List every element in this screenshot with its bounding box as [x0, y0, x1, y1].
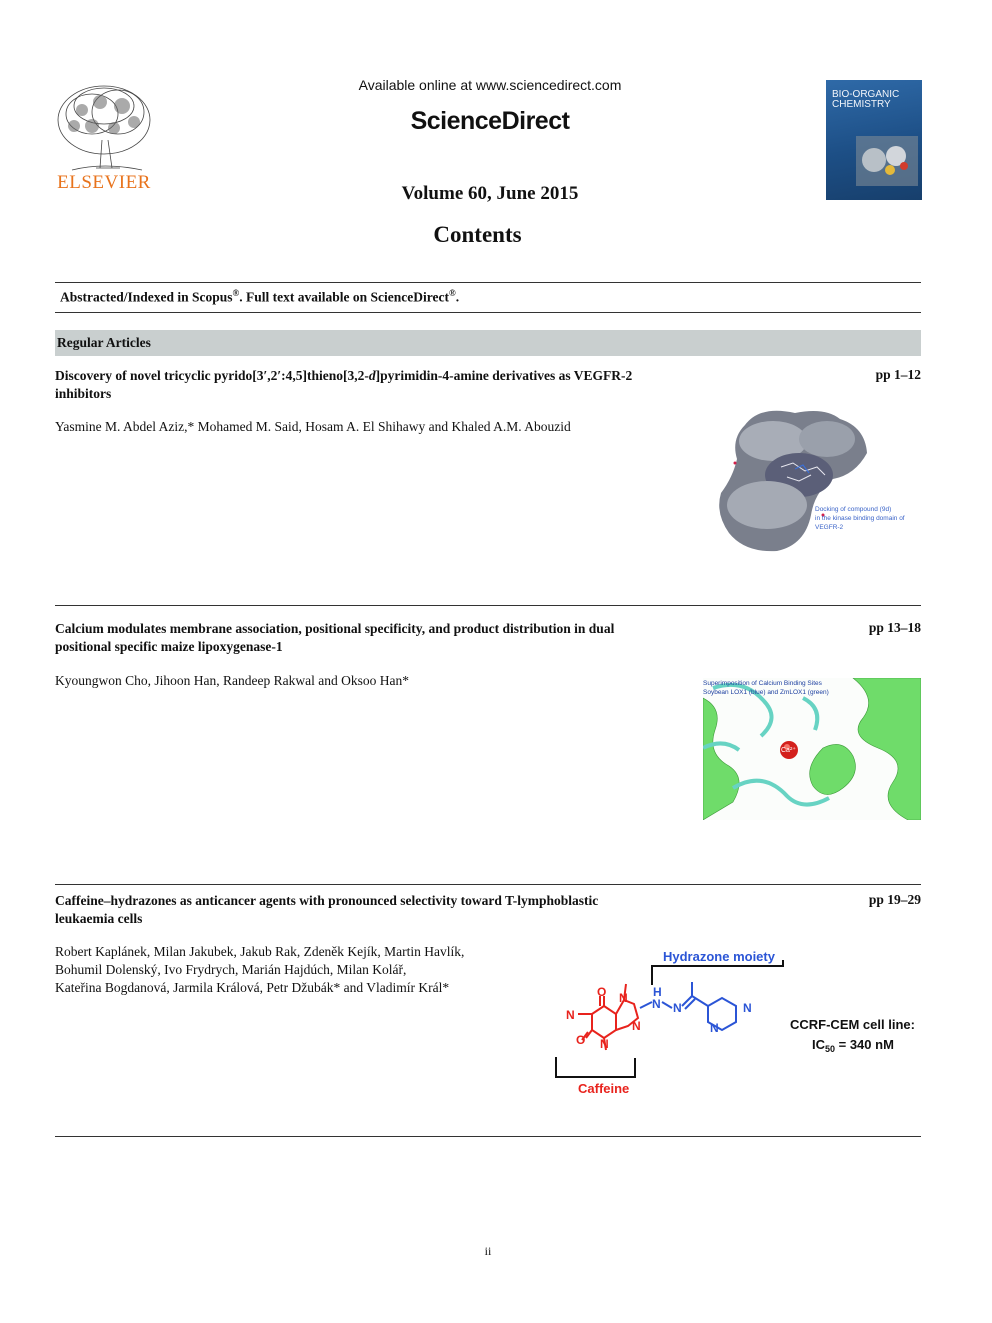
- article-title[interactable]: Discovery of novel tricyclic pyrido[3′,2′:4,5]thieno[3,2-d]pyrimidin-4-amine derivatives as VEGFR-2 inhibitors: [55, 368, 633, 401]
- hydrazone-moiety-label: Hydrazone moiety: [663, 949, 775, 964]
- article-pages[interactable]: pp 13–18: [868, 620, 921, 635]
- article-pages[interactable]: pp 19–29: [868, 892, 921, 907]
- atom-o: O: [597, 985, 607, 999]
- article-authors: Kyoungwon Cho, Jihoon Han, Randeep Rakwal and Oksoo Han*: [55, 673, 409, 688]
- cover-title: BIO-ORGANIC CHEMISTRY: [832, 89, 900, 110]
- atom-n: N: [652, 997, 661, 1011]
- calcium-ion-label: Ca²⁺: [781, 747, 796, 754]
- available-online-notice: Available online at www.sciencedirect.com: [358, 77, 622, 93]
- atom-n: N: [566, 1008, 575, 1022]
- divider: [55, 1136, 921, 1137]
- article-authors: Yasmine M. Abdel Aziz,* Mohamed M. Said, Hosam A. El Shihawy and Khaled A.M. Abouzid: [55, 419, 571, 434]
- atom-o: O: [576, 1033, 586, 1047]
- atom-n: N: [710, 1021, 719, 1035]
- atom-n: N: [632, 1019, 641, 1033]
- atom-n: N: [673, 1001, 682, 1015]
- article-pages[interactable]: pp 1–12: [875, 367, 921, 382]
- section-header: [55, 330, 921, 356]
- graphical-abstract-caption: Docking of compound (9d) in the kinase binding domain of VEGFR-2: [815, 506, 905, 531]
- atom-n: N: [743, 1001, 752, 1015]
- indexing-notice: Abstracted/Indexed in Scopus®. Full text available on ScienceDirect®.: [60, 288, 460, 305]
- publisher-name: ELSEVIER: [57, 172, 151, 193]
- section-label: Regular Articles: [57, 335, 151, 350]
- divider: [55, 605, 921, 606]
- caffeine-label: Caffeine: [578, 1081, 630, 1096]
- article-authors: Robert Kaplánek, Milan Jakubek, Jakub Rak, Zdeněk Kejík, Martin Havlík, Bohumil Dolenský, Ivo Frydrych, Marián Hajdúch, Milan Kolář, Kateřina Bogdanová, Jarmila Králová, Petr Džubák* and Vladimír Král*: [55, 944, 465, 995]
- graphical-abstract-protein: [703, 678, 921, 820]
- ic50-value: $IC_{50} = 340$ nM: [812, 1037, 894, 1054]
- article-title[interactable]: Calcium modulates membrane association, positional specificity, and product distribution in dual positional specific maize lipoxygenase-1: [55, 621, 615, 654]
- contents-title: Contents: [433, 222, 522, 247]
- graphical-abstract-docking: [715, 405, 921, 555]
- sciencedirect-brand: ScienceDirect: [410, 107, 570, 135]
- graphical-abstract-structure: [540, 940, 930, 1100]
- cover-molecule-image: [856, 136, 918, 186]
- page-number: ii: [484, 1244, 492, 1258]
- atom-h: H: [653, 985, 662, 999]
- divider: [55, 312, 921, 313]
- divider: [55, 282, 921, 283]
- atom-n: N: [619, 991, 628, 1005]
- article-title[interactable]: Caffeine–hydrazones as anticancer agents with pronounced selectivity toward T-lymphoblastic leukaemia cells: [55, 893, 599, 926]
- journal-cover: [826, 80, 922, 200]
- divider: [55, 884, 921, 885]
- volume-info: Volume 60, June 2015: [401, 183, 579, 204]
- graphical-abstract-caption: Superimposition of Calcium Binding Sites Soybean LOX1 (blue) and ZmLOX1 (green): [703, 680, 829, 696]
- atom-n: N: [600, 1037, 609, 1051]
- cell-line-label: CCRF-CEM cell line:: [790, 1017, 915, 1032]
